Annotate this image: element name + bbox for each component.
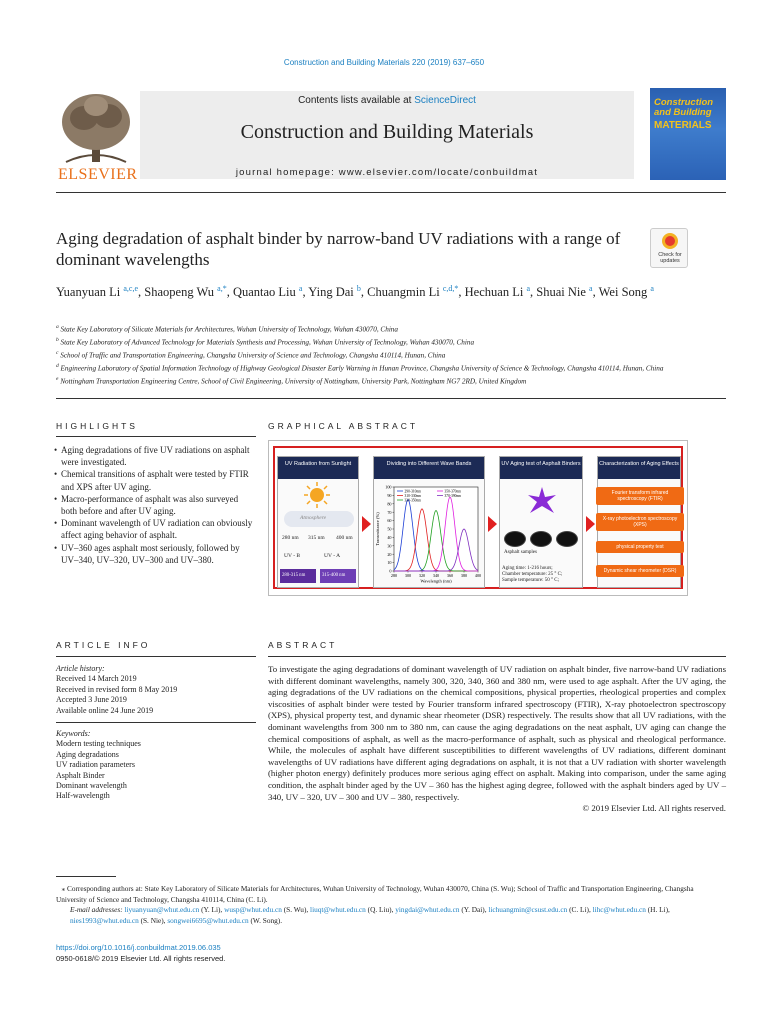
keywords-label: Keywords: <box>56 729 91 739</box>
uva-range-label: 315-400 nm <box>322 573 346 578</box>
highlight-item: • Aging degradations of five UV radiations on asphalt were investigated. <box>54 444 254 468</box>
elsevier-wordmark: ELSEVIER <box>58 166 138 183</box>
wl-315-label: 315 nm <box>308 535 325 541</box>
journal-homepage <box>140 167 634 178</box>
article-info <box>56 664 256 802</box>
footnotes <box>56 884 726 926</box>
keywords-rule <box>56 722 256 723</box>
y-tick-label: 80 <box>387 501 392 507</box>
uva-range-box <box>320 569 356 583</box>
doi-block <box>56 942 225 964</box>
legend-label: 330-350nm <box>404 498 422 503</box>
highlight-item: • Dominant wavelength of UV radiation can obviously affect aging behavior of asphalt. <box>54 517 254 541</box>
email-link[interactable]: lichuangmin@csust.edu.cn <box>488 905 568 914</box>
abstract-body <box>268 664 726 815</box>
y-tick-label: 0 <box>389 568 392 574</box>
header-divider <box>56 192 726 193</box>
x-tick-label: 340 <box>432 573 440 578</box>
abstract-text: To investigate the aging degradations of dominant wavelength of UV radiation on asphalt binder, five narrow-band UV radiations with different dominant wavelengths, namely 300, 320, 340, 360 and 380 nm, were used to age asphalt. After the UV aging, the aging degradations of the UV radiations on the chemical compositions, physical properties, rheological properties and complex viscosities of asphalt binder were tested by Fourier transform infrared spectroscopy (FTIR), X-ray photoelectron spectroscopy (XPS), physical property test, and dynamic shear rheometer (DSR) respectively. The results show that all UV radiations, with the dominant wavelengths from 300 nm to 380 nm, can cause the aging degradations on the neat asphalt, UV aging can change the chemical compositions of asphalt, as well as the macro-performance of asphalt, such as physical and rheological performance. While, the molecules of asphalt have different susceptibilities to different wavelengths of UV radiations, different dominant wavelengths of UV radiations have different aging degradations on asphalt, it is not that a UV radiation with shorter wavelength (higher photon energy) definitely produces more serious aging effect on asphalt. Making into comparison, under the same aging condition, the asphalt binder aged by the UV – 360 has the highest aging degree, followed with the asphalt binders aged by UV – 340, UV – 320, UV – 300 and UV – 380, respectively. <box>268 664 726 802</box>
x-tick-label: 300 <box>404 573 412 578</box>
journal-cover-thumbnail[interactable] <box>650 88 726 180</box>
email-link[interactable]: songwei6695@whut.edu.cn <box>167 915 249 925</box>
wl-280-label: 280 nm <box>282 535 299 541</box>
ga-panel-characterization <box>597 456 681 588</box>
date-revised: Received in revised form 8 May 2019 <box>56 684 178 694</box>
legend-label: 310-330nm <box>404 493 422 498</box>
check-for-updates-button[interactable] <box>650 228 688 268</box>
chamber-temp-label: Chamber temperature: 25 ° C; <box>502 572 563 577</box>
legend-label: 290-310nm <box>404 489 422 494</box>
ga-panel-sunlight <box>277 456 359 588</box>
author-affil-link[interactable]: a <box>298 284 303 293</box>
y-tick-label: 50 <box>387 526 392 532</box>
y-tick-label: 30 <box>387 543 392 549</box>
affiliation-list <box>56 322 726 386</box>
affiliation: $^e$ Nottingham Transportation Engineering Centre, School of Civil Engineering, University of Nottingham, University Park, Nottingham NG7 2RD, United Kingdom <box>56 375 527 385</box>
email-link[interactable]: nies1993@whut.edu.cn <box>70 915 139 925</box>
asphalt-sample <box>504 531 526 547</box>
affiliation: $^d$ Engineering Laboratory of Spatial Information Technology of Highway Geological Disaster Early Warning in Hunan Province, Changsha University of Science & Technology, Changsha 410114, Hunan, China <box>56 362 664 373</box>
journal-citation[interactable]: Construction and Building Materials 220 (2019) 637–650 <box>283 58 485 67</box>
keyword: Modern testing techniques <box>56 739 141 749</box>
doi-link[interactable]: https://doi.org/10.1016/j.conbuildmat.2019.06.035 <box>56 943 221 952</box>
cover-title-line3: MATERIALS <box>654 120 712 131</box>
author: Wei Song $^a$ <box>598 284 654 300</box>
uva-label: UV - A <box>324 553 341 559</box>
article-info-heading: ARTICLE INFO <box>56 640 151 650</box>
author-affil-link[interactable]: b <box>356 284 361 293</box>
cover-title <box>654 98 713 118</box>
contents-prefix: Contents lists available at <box>298 95 415 106</box>
ga-panel-title: Dividing into Different Wave Bands <box>374 457 484 479</box>
check-updates-label <box>651 252 689 264</box>
author: Shuai Nie $^a$ <box>536 284 593 300</box>
keyword: Asphalt Binder <box>56 770 105 780</box>
abstract-heading: ABSTRACT <box>268 640 338 650</box>
y-tick-label: 10 <box>387 560 392 566</box>
char-box-dsr: Dynamic shear rheometer (DSR) <box>596 565 684 577</box>
keyword: Dominant wavelength <box>56 781 127 791</box>
ga-arrow-icon <box>488 516 497 532</box>
date-online: Available online 24 June 2019 <box>56 705 154 715</box>
ga-panel-title: UV Aging test of Asphalt Binders <box>500 457 582 479</box>
asphalt-sample <box>530 531 552 547</box>
ga-panel-aging-test <box>499 456 583 588</box>
aging-time-label: Aging time: 1-216 hours; <box>502 566 553 571</box>
author: Shaopeng Wu $^{a,*}$ <box>144 284 227 300</box>
uvb-range-label: 280-315 nm <box>282 573 306 578</box>
legend-label: 350-370nm <box>444 489 462 494</box>
corresponding-author-note: ⁎ Corresponding authors at: State Key Laboratory of Silicate Materials for Architectures, Wuhan University of Technology, Wuhan 430070, China (S. Wu); School of Traffic and Transportation Engineering, Changsha University of Science and Technology, Changsha 410114, China (C. Li). <box>56 884 694 904</box>
cover-title-line2: and Building <box>654 107 712 118</box>
ga-frame <box>273 446 683 589</box>
journal-header <box>56 88 726 182</box>
x-tick-label: 280 <box>390 573 398 578</box>
x-tick-label: 320 <box>418 573 426 578</box>
affiliation-divider <box>56 398 726 399</box>
uv-lamp-icon <box>526 487 558 517</box>
affiliation: $^a$ State Key Laboratory of Silicate Materials for Architectures, Wuhan University of Technology, Wuhan 430070, China <box>56 324 398 334</box>
ga-panel-title: Characterization of Aging Effects <box>598 457 680 479</box>
highlight-item: • Macro-performance of asphalt was also surveyed both before and after UV aging. <box>54 493 254 517</box>
email-link[interactable]: lihc@whut.edu.cn <box>592 905 646 914</box>
wl-400-label: 400 nm <box>336 535 353 541</box>
article-title: Aging degradation of asphalt binder by narrow-band UV radiations with a range of dominant wavelengths <box>56 229 621 269</box>
highlights-rule <box>56 436 256 437</box>
keyword: Half-wavelength <box>56 791 110 801</box>
contents-line <box>140 95 634 106</box>
article-history-label: Article history: <box>56 664 105 673</box>
email-link[interactable]: liyuanyuan@whut.edu.cn <box>124 905 200 914</box>
email-link[interactable]: wusp@whut.edu.cn <box>224 905 282 914</box>
sample-temp-label: Sample temperature: 50 ° C; <box>502 578 559 583</box>
affiliation: $^c$ School of Traffic and Transportation Engineering, Changsha University of Science and Technology, Changsha 410114, Hunan, China <box>56 349 446 360</box>
date-accepted: Accepted 3 June 2019 <box>56 695 127 705</box>
author: Ying Dai $^b$ <box>308 284 361 300</box>
ga-arrow-icon <box>362 516 371 532</box>
legend-label: 370-390nm <box>444 493 462 498</box>
char-box-ftir: Fourier transform infrared spectroscopy (FTIR) <box>596 487 684 505</box>
check-updates-label-line2: updates <box>660 258 680 264</box>
author: Hechuan Li $^a$ <box>464 284 530 300</box>
author-affil-link[interactable]: c,d,* <box>442 284 459 293</box>
footnote-rule <box>56 876 116 877</box>
y-tick-label: 60 <box>387 518 392 524</box>
keyword: Aging degradations <box>56 749 119 759</box>
atmosphere-label: Atmosphere <box>300 515 327 521</box>
homepage-prefix: journal homepage: <box>235 167 339 178</box>
date-received: Received 14 March 2019 <box>56 674 137 684</box>
author-affil-link[interactable]: a <box>589 284 593 293</box>
keyword: UV radiation parameters <box>56 760 135 770</box>
issn-line: 0950-0618/© 2019 Elsevier Ltd. All rights reserved. <box>56 954 226 963</box>
author: Chuangmin Li $^{c,d,*}$ <box>367 284 459 300</box>
ga-arrow-icon <box>586 516 595 532</box>
author-affil-link[interactable]: a,* <box>217 284 227 293</box>
y-tick-label: 70 <box>387 509 392 515</box>
author-affil-link[interactable]: a,c,e <box>123 284 139 293</box>
email-addresses: E-mail addresses: liyuanyuan@whut.edu.cn (Y. Li), wusp@whut.edu.cn (S. Wu), liuqt@whut.edu.cn (Q. Liu), yingdai@whut.edu.cn (Y. Dai), lichuangmin@csust.edu.cn (C. Li), lihc@whut.edu.cn (H. Li), nies1993@whut.edu.cn (S. Nie), songwei6695@whut.edu.cn (W. Song). <box>70 905 670 925</box>
cover-title-line1: Construction <box>654 97 714 108</box>
sun-icon <box>302 482 332 508</box>
transmittance-chart <box>374 481 484 587</box>
header-band <box>140 91 634 179</box>
email-link[interactable]: yingdai@whut.edu.cn <box>395 905 460 914</box>
y-axis-label: Transmittance (%) <box>375 512 380 546</box>
x-axis-label: Wavelength (nm) <box>420 578 452 584</box>
ga-panel-wavebands <box>373 456 485 588</box>
email-link[interactable]: liuqt@whut.edu.cn <box>310 905 366 914</box>
x-tick-label: 400 <box>474 573 482 578</box>
author-list: Yuanyuan Li $^{a,c,e}$, Shaopeng Wu $^{a,*}$, Quantao Liu $^a$, Ying Dai $^b$, Chuangmin Li $^{c,d,*}$, Hechuan Li $^a$, Shuai Nie $^a$, Wei Song $^a$ <box>56 284 654 300</box>
journal-title: Construction and Building Materials <box>240 121 534 143</box>
y-tick-label: 90 <box>387 493 392 498</box>
char-box-xps: X-ray photoelectron spectroscopy (XPS) <box>596 513 684 531</box>
abstract-rule <box>268 656 726 657</box>
author-affil-link[interactable]: a <box>526 284 530 293</box>
ga-panel-title: UV Radiation from Sunlight <box>278 457 358 479</box>
highlights-list <box>54 444 254 566</box>
graphical-abstract-heading: GRAPHICAL ABSTRACT <box>268 421 419 431</box>
x-tick-label: 380 <box>460 573 468 578</box>
affiliation: $^b$ State Key Laboratory of Advanced Technology for Materials Synthesis and Processing, Wuhan University of Technology, Wuhan 430070, China <box>56 336 475 347</box>
author-affil-link[interactable]: a <box>650 284 654 293</box>
article-info-rule <box>56 656 256 657</box>
atmosphere-cloud <box>284 511 354 527</box>
x-tick-label: 360 <box>446 573 454 578</box>
abstract-copyright: © 2019 Elsevier Ltd. All rights reserved. <box>582 803 726 814</box>
uvb-range-box <box>280 569 316 583</box>
asphalt-samples-label: Asphalt samples <box>504 550 537 555</box>
graphical-abstract[interactable] <box>268 440 688 596</box>
y-tick-label: 100 <box>385 484 392 490</box>
sciencedirect-link[interactable]: ScienceDirect <box>414 95 476 106</box>
y-tick-label: 20 <box>387 551 392 557</box>
check-updates-icon <box>662 233 678 249</box>
y-tick-label: 40 <box>387 535 392 540</box>
homepage-link[interactable]: www.elsevier.com/locate/conbuildmat <box>338 167 539 178</box>
highlight-item: • UV–360 ages asphalt most seriously, followed by UV–340, UV–320, UV–300 and UV–380. <box>54 542 254 566</box>
author: Yuanyuan Li $^{a,c,e}$ <box>56 284 139 300</box>
email-label: E-mail addresses: <box>70 905 123 914</box>
uvb-label: UV - B <box>284 553 301 559</box>
author: Quantao Liu $^a$ <box>232 284 303 300</box>
highlight-item: • Chemical transitions of asphalt were tested by FTIR and XPS after UV aging. <box>54 468 254 492</box>
asphalt-sample <box>556 531 578 547</box>
check-updates-label-line1: Check for <box>658 252 682 258</box>
char-box-physical: physical property test <box>596 541 684 553</box>
highlights-heading: HIGHLIGHTS <box>56 421 138 431</box>
